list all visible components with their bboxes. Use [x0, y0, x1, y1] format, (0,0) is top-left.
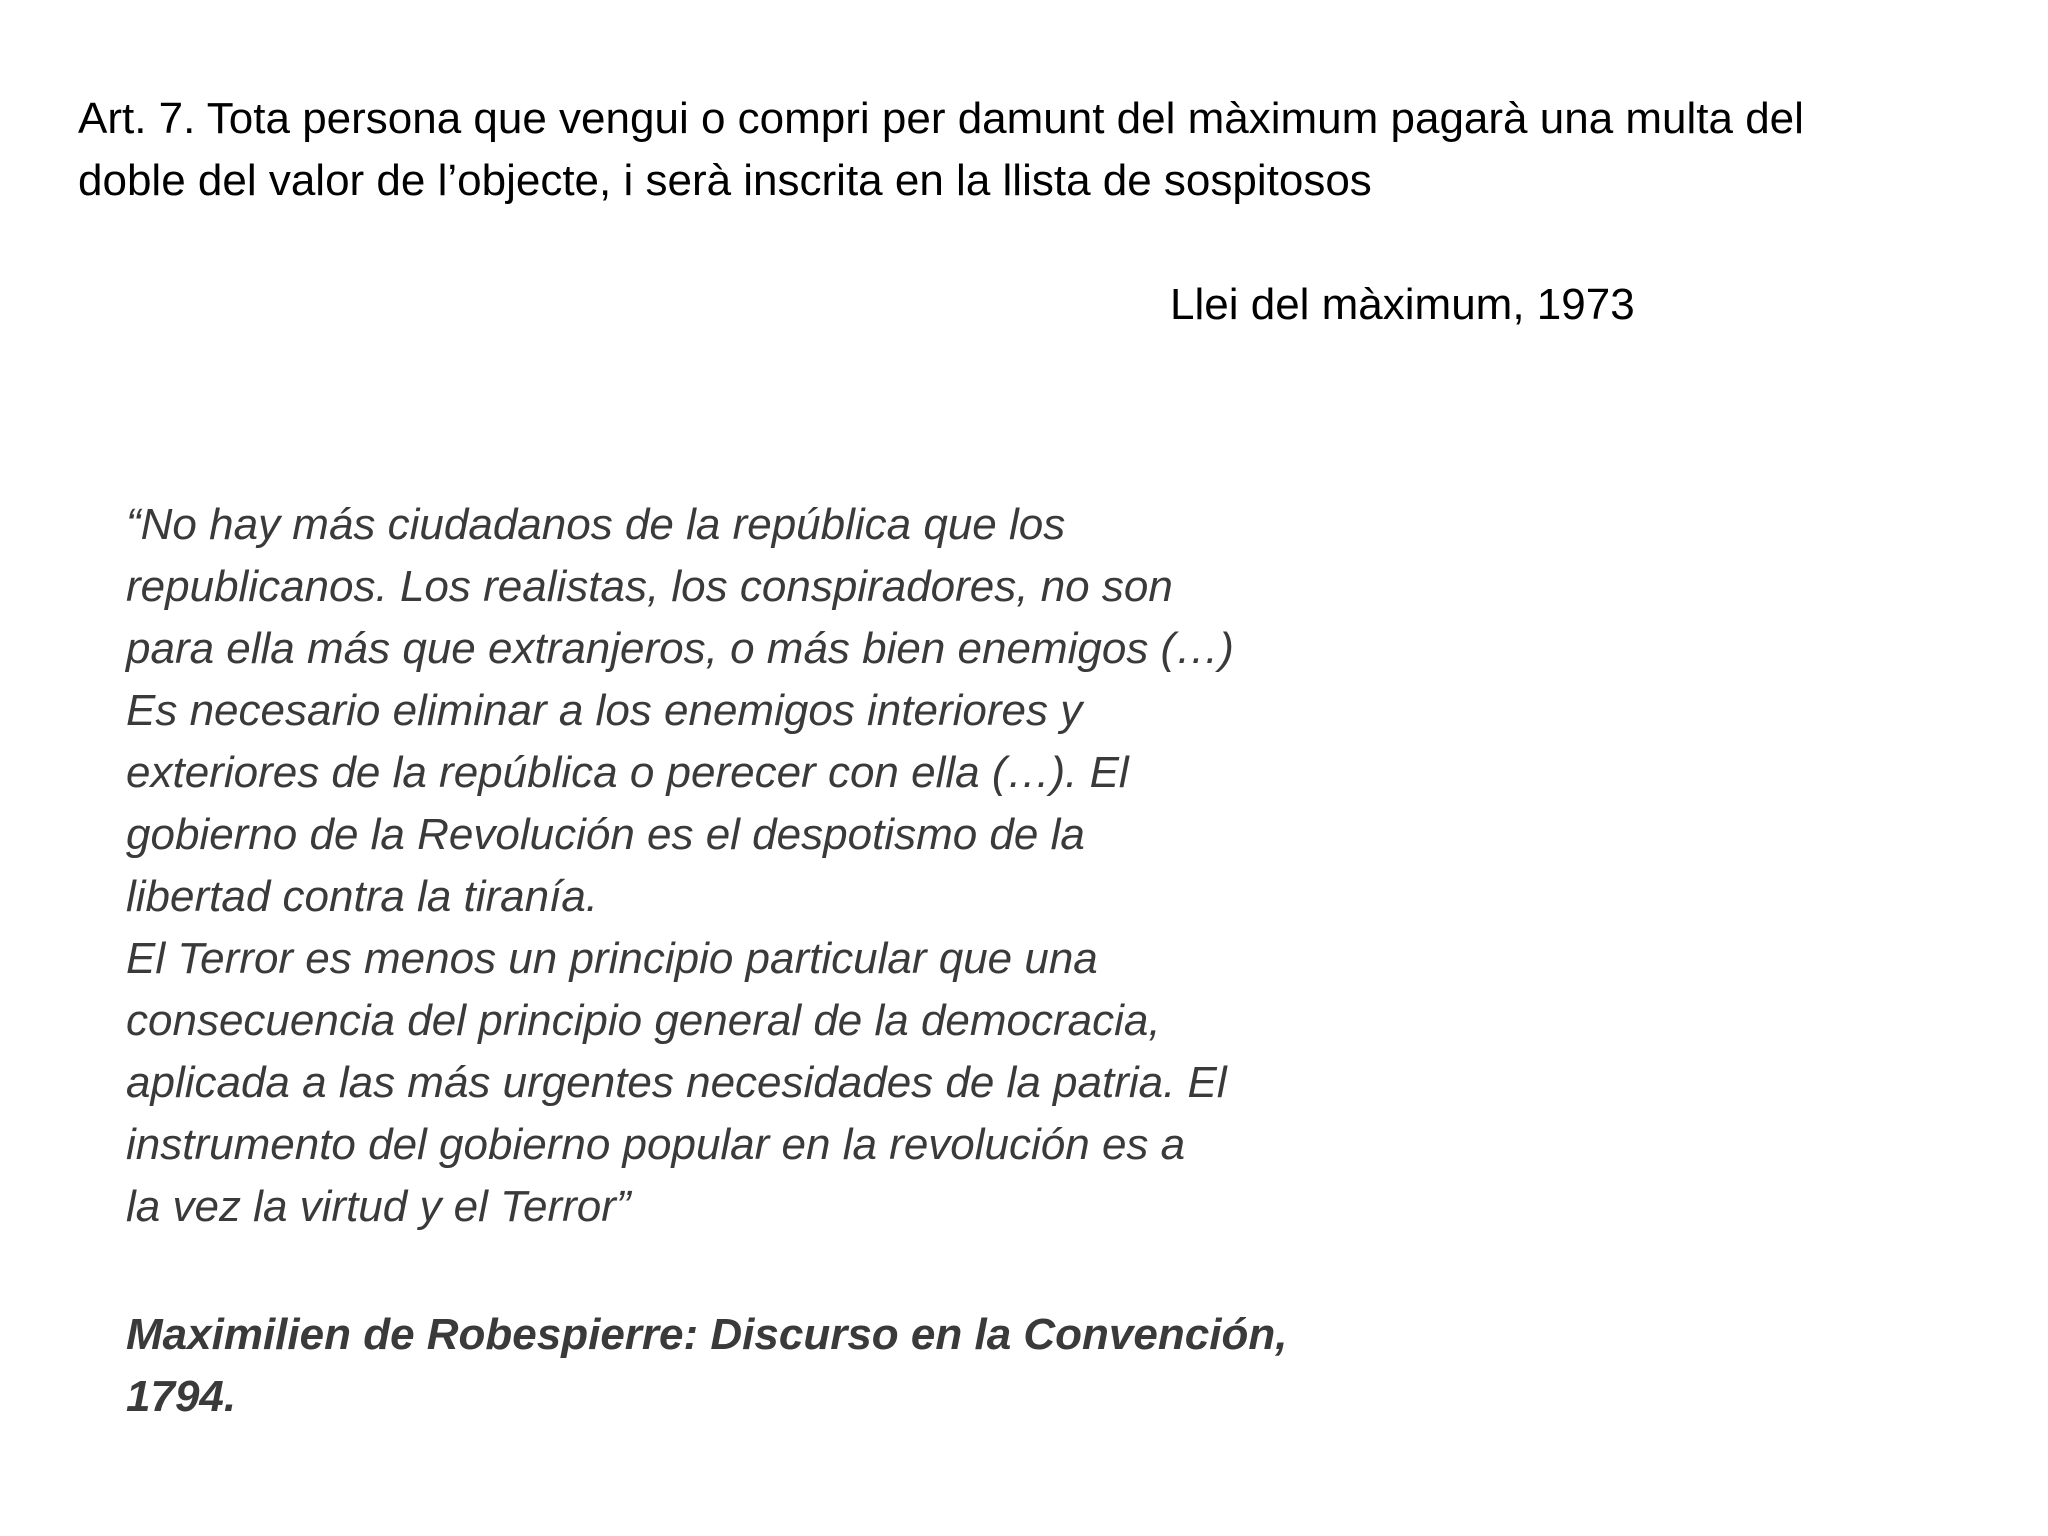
quote-line: gobierno de la Revolución es el despotismo de la [126, 810, 1085, 859]
quote-line: El Terror es menos un principio particular que una [126, 934, 1098, 983]
attribution-line: 1794. [126, 1372, 237, 1421]
law-article-line: Art. 7. Tota persona que vengui o compri per damunt del màximum pagarà una multa del [78, 94, 1804, 143]
quote-line: consecuencia del principio general de la democracia, [126, 996, 1161, 1045]
attribution-line: Maximilien de Robespierre: Discurso en la Convención, [126, 1310, 1288, 1359]
quote-line: republicanos. Los realistas, los conspiradores, no son [126, 562, 1173, 611]
quote-attribution [126, 1304, 1426, 1428]
quote-line: la vez la virtud y el Terror” [126, 1182, 631, 1231]
quote-line: instrumento del gobierno popular en la revolución es a [126, 1120, 1186, 1169]
robespierre-quote [126, 494, 1426, 1238]
quote-line: para ella más que extranjeros, o más bien enemigos (…) [126, 624, 1234, 673]
quote-line: “No hay más ciudadanos de la república que los [126, 500, 1066, 549]
law-article-text [78, 88, 1978, 212]
quote-line: libertad contra la tiranía. [126, 872, 599, 921]
quote-line: exteriores de la república o perecer con ella (…). El [126, 748, 1129, 797]
law-article-line: doble del valor de l’objecte, i serà inscrita en la llista de sospitosos [78, 156, 1372, 205]
quote-line: aplicada a las más urgentes necesidades de la patria. El [126, 1058, 1227, 1107]
quote-line: Es necesario eliminar a los enemigos interiores y [126, 686, 1083, 735]
law-source-citation: Llei del màximum, 1973 [1170, 280, 1635, 329]
